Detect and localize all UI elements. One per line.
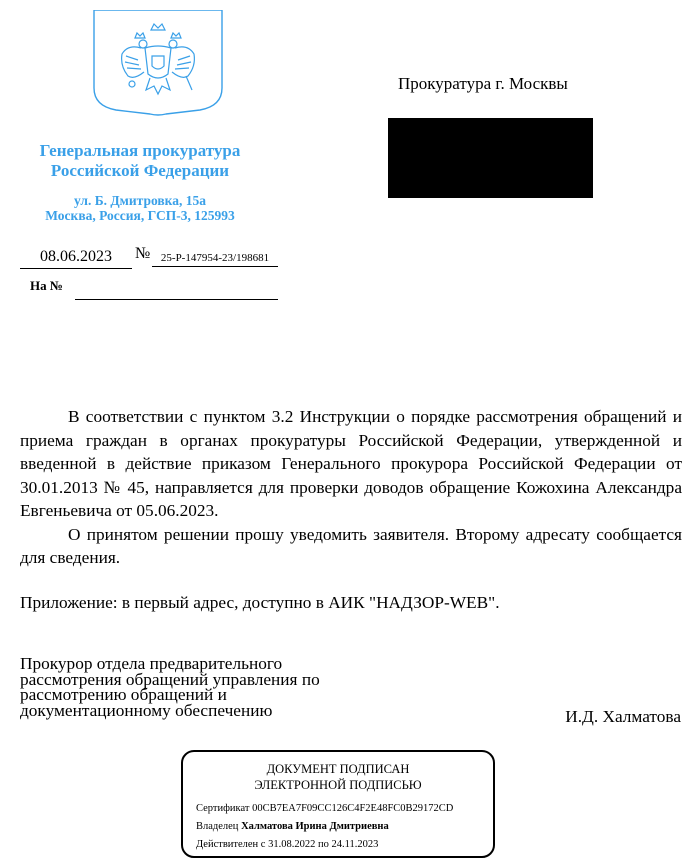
signer-title-line1: Прокурор отдела предварительного	[20, 654, 283, 673]
signer-title-line2: рассмотрения обращений управления по	[20, 669, 320, 689]
stamp-valid-from-label: с	[260, 839, 266, 850]
stamp-owner-value: Халматова Ирина Дмитриевна	[241, 821, 389, 832]
stamp-owner-label: Владелец	[196, 821, 239, 832]
org-name-line2: Российской Федерации	[50, 161, 230, 180]
org-address-line2: Москва, Россия, ГСП-3, 125993	[45, 208, 235, 223]
stamp-cert-label: Сертификат	[196, 803, 250, 814]
stamp-valid-label: Действителен	[196, 839, 259, 850]
stamp-valid-from: 31.08.2022	[268, 839, 316, 850]
body-paragraph-2: О принятом решении прошу уведомить заявителя. Второму адресату сообщается для сведения.	[20, 524, 682, 567]
stamp-valid-to: 24.11.2023	[331, 839, 379, 850]
org-name-line1: Генеральная прокуратура	[39, 141, 241, 160]
signer-name: И.Д. Халматова	[565, 707, 681, 726]
signer-title	[20, 656, 380, 718]
stamp-header-line2: ЭЛЕКТРОННОЙ ПОДПИСЬЮ	[254, 778, 422, 792]
registration-number: 25-Р-147954-23/198681	[152, 252, 278, 267]
signer-title-line4: документационному обеспечению	[20, 700, 273, 720]
stamp-owner-row	[196, 821, 389, 832]
stamp-header-line1: ДОКУМЕНТ ПОДПИСАН	[266, 762, 410, 776]
appendix-note: Приложение: в первый адрес, доступно в АИК "НАДЗОР-WEB".	[20, 593, 500, 612]
stamp-cert-value: 00CB7EA7F09CC126C4F2E48FC0B29172CD	[252, 803, 454, 814]
signer-title-line3: рассмотрению обращений и	[20, 685, 227, 704]
e-signature-stamp	[181, 750, 495, 858]
letter-body	[20, 405, 682, 570]
reply-to-label: На №	[30, 278, 63, 293]
addressee: Прокуратура г. Москвы	[398, 74, 568, 93]
redacted-block	[388, 118, 593, 198]
registration-date: 08.06.2023	[20, 248, 132, 269]
coat-of-arms-icon	[88, 10, 228, 118]
stamp-certificate-row	[196, 803, 453, 814]
reply-to-line	[75, 299, 278, 300]
number-sign: №	[135, 245, 151, 262]
org-address-line1: ул. Б. Дмитровка, 15а	[73, 193, 206, 208]
stamp-validity-row	[196, 839, 378, 850]
body-paragraph-1: В соответствии с пунктом 3.2 Инструкции о порядке рассмотрения обращений и приема граждан в органах прокуратуры Российской Федерации, утвержденной и введенной в действие приказом Генерального прокурора Российской Федерации от 30.01.2013 № 45, направляется для проверки доводов обращение Кожохина Александра Евгеньевича от 05.06.2023.	[20, 407, 682, 520]
stamp-valid-to-label: по	[317, 839, 329, 850]
